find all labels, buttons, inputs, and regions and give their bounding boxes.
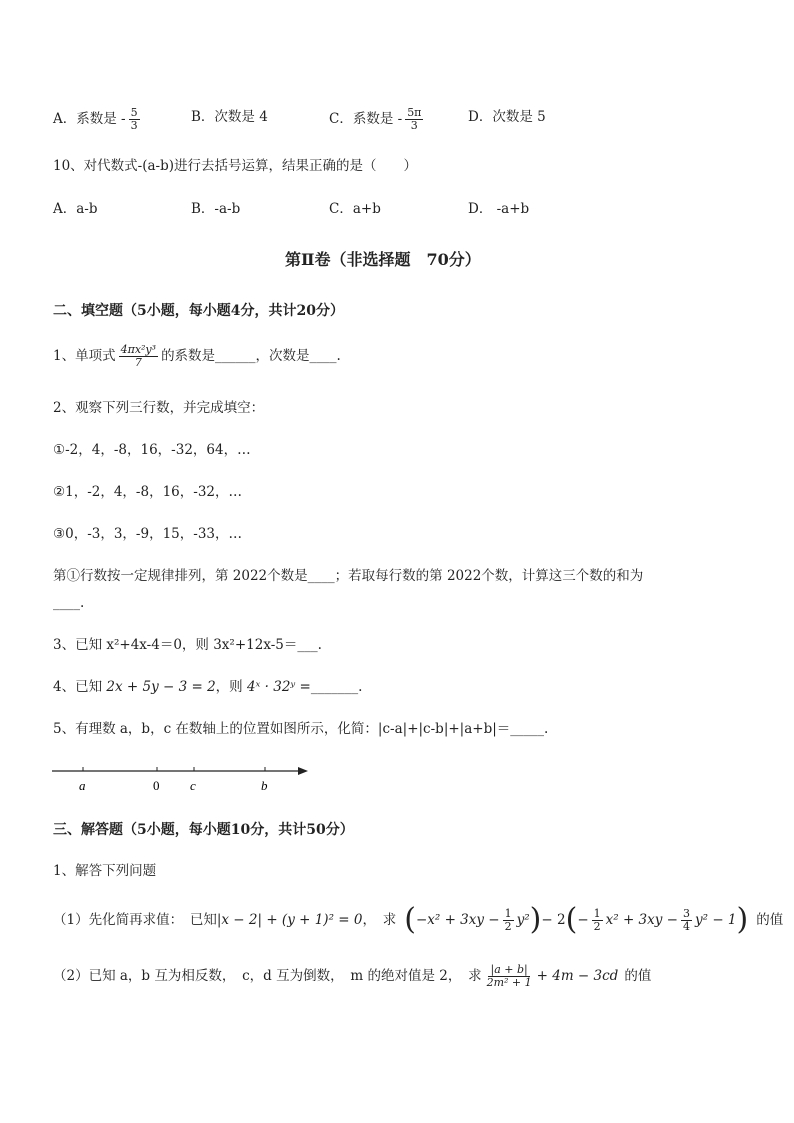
q9-option-d: D．次数是 5 bbox=[468, 109, 546, 125]
q10-stem: 10、对代数式-(a-b)进行去括号运算，结果正确的是（ ） bbox=[53, 158, 418, 174]
sub1-suffix: 的值 bbox=[756, 912, 784, 928]
fill-q2-row-1: ①-2，4，-8，16，-32，64，… bbox=[53, 442, 251, 458]
arrow-head bbox=[298, 767, 308, 775]
expr-part: − bbox=[577, 912, 589, 928]
paren-close: ) bbox=[529, 902, 542, 937]
q1-suffix: 的系数是______，次数是____. bbox=[161, 348, 341, 364]
denominator: 4 bbox=[682, 919, 690, 933]
numerator: 5π bbox=[407, 106, 422, 119]
q10-option-a: A．a-b bbox=[53, 201, 98, 217]
part2-title: 第Ⅱ卷（非选择题 70分） bbox=[285, 250, 481, 269]
expr-part: −x² + 3xy − bbox=[415, 912, 500, 928]
q4-expression: 4ˣ · 32ʸ = bbox=[246, 679, 311, 695]
q10-option-b: B．-a-b bbox=[191, 201, 241, 217]
expr-part: − 2 bbox=[541, 912, 566, 928]
numerator: 1 bbox=[504, 906, 512, 920]
fill-q2-stem: 2、观察下列三行数，并完成填空： bbox=[53, 400, 265, 416]
option-label: C．系数是 - bbox=[329, 111, 403, 127]
label-a: a bbox=[79, 778, 86, 793]
denominator: 2m² + 1 bbox=[486, 975, 532, 989]
q9-option-a bbox=[53, 107, 143, 132]
sub2-prefix: （2）已知 a，b 互为相反数， c，d 互为倒数， m 的绝对值是 2， 求 bbox=[53, 968, 482, 984]
denominator: 7 bbox=[134, 356, 142, 369]
denominator: 2 bbox=[593, 919, 601, 933]
numerator: 4πx²y³ bbox=[120, 343, 157, 356]
sub1-mid: ， 求 bbox=[362, 912, 397, 928]
expr-part: x² + 3xy − bbox=[605, 912, 678, 928]
q4-mid: ，则 bbox=[215, 679, 243, 695]
fraction bbox=[681, 908, 692, 933]
fill-q5: 5、有理数 a，b，c 在数轴上的位置如图所示，化简：|c-a|+|c-b|+|a+b|＝_____. bbox=[53, 721, 549, 737]
label-0: 0 bbox=[153, 778, 160, 793]
sub2-suffix: 的值 bbox=[624, 968, 652, 984]
fraction bbox=[592, 908, 603, 933]
numerator: |a + b| bbox=[490, 962, 528, 976]
denominator: 3 bbox=[410, 119, 418, 132]
q4-prefix: 4、已知 bbox=[53, 679, 103, 695]
sub2-tail: + 4m − 3cd bbox=[536, 968, 619, 984]
fill-q3: 3、已知 x²+4x-4＝0，则 3x²+12x-5＝___. bbox=[53, 637, 322, 653]
sub1-expression bbox=[404, 902, 749, 937]
fraction bbox=[119, 344, 158, 369]
q9-option-b: B．次数是 4 bbox=[191, 109, 268, 125]
denominator: 2 bbox=[504, 919, 512, 933]
paren-open: ( bbox=[565, 902, 578, 937]
q4-blank: _______. bbox=[310, 679, 363, 695]
fraction bbox=[485, 964, 534, 989]
q1-prefix: 1、单项式 bbox=[53, 348, 116, 364]
fill-q2-row-3: ③0，-3，3，-9，15，-33，… bbox=[53, 526, 242, 542]
q9-option-c bbox=[329, 107, 426, 132]
expr-part: y² bbox=[516, 912, 530, 928]
fill-q2-row-2: ②1，-2，4，-8，16，-32，… bbox=[53, 484, 242, 500]
fill-q4 bbox=[53, 678, 362, 696]
section-fill-heading: 二、填空题（5小题，每小题4分，共计20分） bbox=[53, 303, 344, 319]
number-line bbox=[50, 760, 312, 796]
sub1-prefix: （1）先化简再求值： 已知 bbox=[53, 912, 217, 928]
denominator: 3 bbox=[130, 119, 138, 132]
fill-q2-ask-cont: ____. bbox=[53, 595, 85, 611]
answer-q1-sub1 bbox=[53, 902, 783, 938]
numerator: 1 bbox=[593, 906, 601, 920]
fraction bbox=[129, 107, 140, 132]
q4-equation: 2x + 5y − 3 = 2 bbox=[106, 679, 216, 695]
q10-option-d: D． -a+b bbox=[468, 201, 530, 217]
paren-open: ( bbox=[404, 902, 416, 937]
q10-option-c: C．a+b bbox=[329, 201, 381, 217]
answer-q1: 1、解答下列问题 bbox=[53, 863, 157, 879]
label-c: c bbox=[190, 778, 196, 793]
fill-q1 bbox=[53, 344, 341, 369]
label-b: b bbox=[261, 778, 268, 793]
section-answer-heading: 三、解答题（5小题，每小题10分，共计50分） bbox=[53, 822, 354, 838]
answer-q1-sub2 bbox=[53, 958, 651, 994]
expr-part: y² − 1 bbox=[694, 912, 737, 928]
sub1-condition: |x − 2| + (y + 1)² = 0 bbox=[216, 912, 363, 928]
numerator: 3 bbox=[682, 906, 690, 920]
paren-close: ) bbox=[736, 902, 749, 937]
fraction bbox=[405, 107, 423, 132]
fraction bbox=[503, 908, 514, 933]
option-label: A．系数是 - bbox=[53, 111, 126, 127]
numerator: 5 bbox=[130, 106, 138, 119]
fill-q2-ask: 第①行数按一定规律排列，第 2022个数是____；若取每行数的第 2022个数，计算这三个数的和为 bbox=[53, 568, 644, 584]
